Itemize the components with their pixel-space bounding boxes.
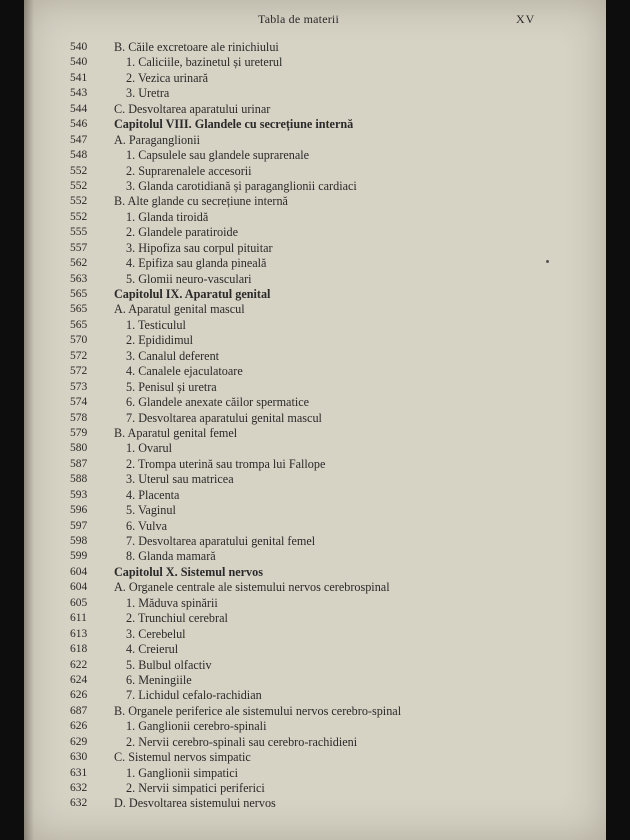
- toc-section-entry: [24, 796, 606, 811]
- toc-subsection-entry: [24, 148, 606, 163]
- toc-page-number: 632: [70, 797, 88, 810]
- toc-entry-title: C. Desvoltarea aparatului urinar: [114, 101, 271, 116]
- toc-subsection-entry: [24, 488, 606, 503]
- toc-page-number: 562: [70, 257, 88, 270]
- toc-page-number: 587: [70, 457, 88, 470]
- toc-entry-title: 1. Glanda tiroidă: [126, 209, 209, 224]
- toc-page-number: 598: [70, 535, 88, 547]
- toc-subsection-entry: [24, 179, 606, 194]
- toc-page-number: 593: [70, 488, 88, 501]
- toc-page-number: 552: [70, 195, 88, 208]
- toc-entry-title: 1. Capsulele sau glandele suprarenale: [126, 148, 310, 163]
- toc-page-number: 565: [70, 303, 88, 316]
- toc-entry-title: C. Sistemul nervos simpatic: [114, 750, 251, 765]
- toc-page-number: 580: [70, 442, 88, 455]
- toc-entry-title: 2. Glandele paratiroide: [126, 225, 239, 240]
- toc-subsection-entry: [24, 364, 606, 379]
- toc-entry-title: 3. Glanda carotidiană și paraganglionii cardiaci: [126, 178, 357, 193]
- toc-page-number: 547: [70, 133, 88, 146]
- toc-entry-title: Capitolul VIII. Glandele cu secrețiune internă: [114, 117, 354, 132]
- toc-entry-title: 2. Suprarenalele accesorii: [126, 163, 252, 178]
- toc-section-entry: [24, 40, 606, 55]
- toc-subsection-entry: [24, 349, 606, 364]
- toc-page-number: 548: [70, 149, 88, 162]
- toc-entry-title: 1. Ganglionii cerebro-spinali: [126, 719, 267, 734]
- toc-page-number: 563: [70, 272, 88, 285]
- toc-subsection-entry: [24, 272, 606, 287]
- toc-subsection-entry: [24, 596, 606, 611]
- toc-page-number: 546: [70, 118, 88, 131]
- toc-subsection-entry: [24, 225, 606, 240]
- toc-subsection-entry: [24, 318, 606, 333]
- toc-entry-title: B. Căile excretoare ale rinichiului: [114, 40, 279, 54]
- toc-page-number: 626: [70, 720, 88, 733]
- toc-chapter-heading: [24, 117, 606, 132]
- toc-chapter-heading: [24, 565, 606, 580]
- toc-page-number: 552: [70, 210, 88, 223]
- toc-subsection-entry: [24, 627, 606, 642]
- toc-subsection-entry: [24, 519, 606, 534]
- toc-page-number: 687: [70, 704, 88, 717]
- running-title: Tabla de materii: [258, 12, 339, 26]
- toc-page-number: 572: [70, 349, 88, 362]
- toc-entry-title: 3. Cerebelul: [126, 626, 186, 641]
- toc-entry-title: 5. Glomii neuro-vasculari: [126, 271, 252, 286]
- toc-page-number: 613: [70, 627, 88, 640]
- toc-subsection-entry: [24, 503, 606, 518]
- toc-subsection-entry: [24, 256, 606, 271]
- toc-subsection-entry: [24, 658, 606, 673]
- toc-subsection-entry: [24, 86, 606, 101]
- toc-page-number: 572: [70, 365, 88, 378]
- toc-page-number: 596: [70, 504, 88, 517]
- toc-entry-title: 3. Canalul deferent: [126, 348, 220, 363]
- toc-page-number: 578: [70, 411, 88, 424]
- toc-entry-title: 1. Măduva spinării: [126, 595, 218, 610]
- toc-section-entry: [24, 750, 606, 765]
- book-page: [24, 0, 606, 840]
- toc-entry-title: 7. Desvoltarea aparatului genital mascul: [126, 410, 322, 425]
- toc-subsection-entry: [24, 719, 606, 734]
- toc-entry-title: 5. Penisul și uretra: [126, 379, 217, 394]
- toc-entry-title: 3. Uterul sau matricea: [126, 472, 234, 487]
- toc-page-number: 540: [70, 41, 88, 53]
- toc-entry-title: 6. Glandele anexate căilor spermatice: [126, 395, 310, 410]
- toc-subsection-entry: [24, 642, 606, 657]
- toc-page-number: 604: [70, 581, 88, 594]
- toc-entry-title: A. Organele centrale ale sistemului nervos cerebrospinal: [114, 580, 390, 595]
- toc-entry-title: 8. Glanda mamară: [126, 549, 216, 564]
- toc-entry-title: B. Aparatul genital femel: [114, 425, 238, 440]
- toc-subsection-entry: [24, 164, 606, 179]
- toc-entry-title: 6. Vulva: [126, 518, 168, 533]
- toc-page-number: 544: [70, 102, 88, 115]
- toc-entry-title: 2. Nervii cerebro-spinali sau cerebro-rachidieni: [126, 734, 358, 749]
- toc-entry-title: 2. Nervii simpatici periferici: [126, 781, 265, 795]
- toc-subsection-entry: [24, 549, 606, 564]
- toc-section-entry: [24, 704, 606, 719]
- toc-entry-title: 1. Caliciile, bazinetul și ureterul: [126, 55, 283, 70]
- toc-entry-title: 2. Trunchiul cerebral: [126, 611, 228, 626]
- toc-page-number: 597: [70, 519, 88, 532]
- toc-subsection-entry: [24, 441, 606, 456]
- toc-subsection-entry: [24, 395, 606, 410]
- table-of-contents: [24, 40, 606, 812]
- toc-chapter-heading: [24, 287, 606, 302]
- toc-page-number: 599: [70, 550, 88, 563]
- toc-page-number: 543: [70, 87, 88, 100]
- toc-entry-title: B. Organele periferice ale sistemului nervos cerebro-spinal: [114, 703, 402, 718]
- toc-entry-title: 1. Ovarul: [126, 441, 173, 456]
- toc-section-entry: [24, 102, 606, 117]
- toc-page-number: 574: [70, 396, 88, 409]
- toc-section-entry: [24, 426, 606, 441]
- toc-subsection-entry: [24, 673, 606, 688]
- toc-page-number: 555: [70, 226, 88, 239]
- toc-subsection-entry: [24, 411, 606, 426]
- toc-subsection-entry: [24, 241, 606, 256]
- toc-page-number: 552: [70, 164, 88, 177]
- toc-page-number: 573: [70, 380, 88, 393]
- toc-subsection-entry: [24, 611, 606, 626]
- toc-page-number: 565: [70, 288, 88, 300]
- toc-entry-title: 4. Creierul: [126, 642, 179, 657]
- toc-page-number: 626: [70, 689, 88, 702]
- toc-subsection-entry: [24, 333, 606, 348]
- toc-entry-title: 4. Canalele ejaculatoare: [126, 364, 243, 379]
- toc-entry-title: A. Paraganglionii: [114, 132, 200, 147]
- toc-subsection-entry: [24, 472, 606, 487]
- toc-page-number: 630: [70, 751, 88, 764]
- toc-subsection-entry: [24, 781, 606, 796]
- toc-page-number: 557: [70, 241, 88, 254]
- toc-page-number: 611: [70, 612, 87, 625]
- toc-entry-title: 1. Testiculul: [126, 317, 186, 332]
- toc-page-number: 552: [70, 179, 88, 192]
- toc-page-number: 588: [70, 473, 88, 486]
- toc-subsection-entry: [24, 688, 606, 703]
- toc-entry-title: 4. Placenta: [126, 487, 180, 502]
- toc-page-number: 622: [70, 658, 88, 671]
- toc-entry-title: 5. Bulbul olfactiv: [126, 657, 212, 672]
- toc-subsection-entry: [24, 766, 606, 781]
- toc-subsection-entry: [24, 71, 606, 86]
- toc-page-number: 629: [70, 735, 88, 748]
- toc-section-entry: [24, 580, 606, 595]
- toc-page-number: 541: [70, 71, 88, 84]
- toc-page-number: 605: [70, 596, 88, 609]
- toc-entry-title: B. Alte glande cu secrețiune internă: [114, 194, 288, 209]
- toc-entry-title: A. Aparatul genital mascul: [114, 302, 245, 317]
- toc-entry-title: Capitolul X. Sistemul nervos: [114, 564, 263, 579]
- toc-section-entry: [24, 302, 606, 317]
- toc-subsection-entry: [24, 735, 606, 750]
- toc-subsection-entry: [24, 380, 606, 395]
- toc-section-entry: [24, 133, 606, 148]
- toc-entry-title: 2. Epididimul: [126, 333, 194, 348]
- toc-page-number: 618: [70, 643, 88, 656]
- toc-subsection-entry: [24, 534, 606, 549]
- page-header: [24, 8, 606, 28]
- toc-entry-title: 2. Vezica urinară: [126, 70, 208, 85]
- toc-page-number: 579: [70, 426, 88, 439]
- toc-entry-title: 7. Desvoltarea aparatului genital femel: [126, 534, 316, 548]
- toc-subsection-entry: [24, 457, 606, 472]
- toc-entry-title: 3. Hipofiza sau corpul pituitar: [126, 240, 273, 255]
- toc-entry-title: 7. Lichidul cefalo-rachidian: [126, 688, 262, 703]
- toc-entry-title: 4. Epifiza sau glanda pineală: [126, 256, 267, 271]
- toc-entry-title: D. Desvoltarea sistemului nervos: [114, 796, 276, 811]
- page-number: XV: [516, 12, 536, 26]
- toc-entry-title: 3. Uretra: [126, 86, 170, 101]
- toc-entry-title: 2. Trompa uterină sau trompa lui Fallope: [126, 456, 326, 471]
- ink-speck: [546, 260, 549, 263]
- toc-page-number: 540: [70, 56, 88, 69]
- toc-subsection-entry: [24, 210, 606, 225]
- toc-entry-title: 1. Ganglionii simpatici: [126, 765, 239, 780]
- toc-subsection-entry: [24, 55, 606, 70]
- toc-page-number: 565: [70, 318, 88, 331]
- toc-page-number: 624: [70, 673, 88, 686]
- toc-section-entry: [24, 194, 606, 209]
- toc-page-number: 632: [70, 782, 88, 794]
- toc-page-number: 631: [70, 766, 88, 779]
- toc-entry-title: 5. Vaginul: [126, 503, 176, 518]
- toc-page-number: 604: [70, 565, 88, 578]
- toc-entry-title: 6. Meningiile: [126, 672, 192, 687]
- toc-page-number: 570: [70, 334, 88, 347]
- toc-entry-title: Capitolul IX. Aparatul genital: [114, 287, 271, 301]
